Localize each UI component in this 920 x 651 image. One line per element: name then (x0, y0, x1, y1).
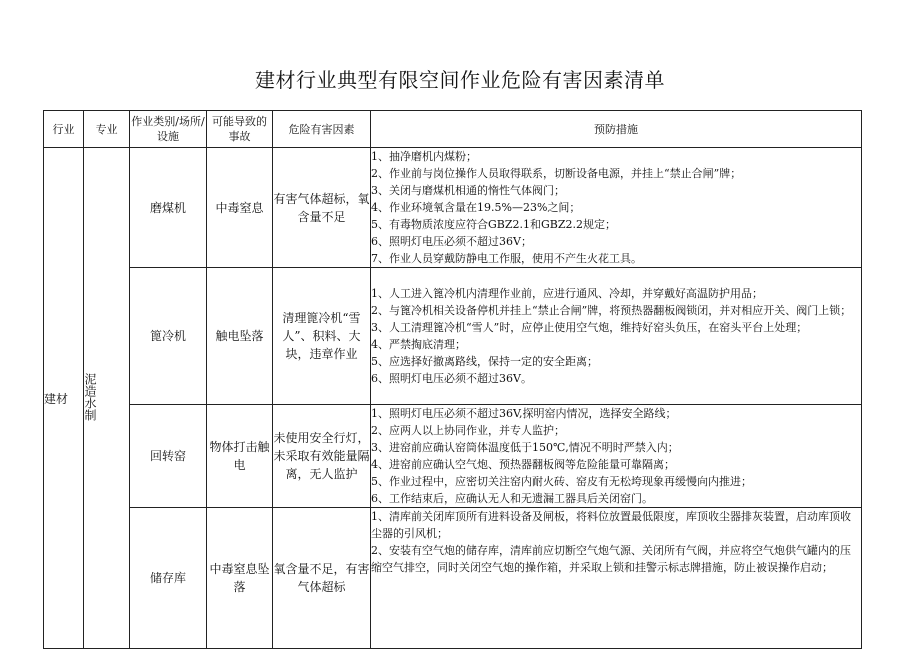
measure-item: 3、进窑前应确认窑筒体温度低于150℃,情况不明时严禁入内； (371, 441, 679, 454)
measures-cell (371, 148, 862, 268)
measure-item: 7、作业人员穿戴防静电工作服，使用不产生火花工具。 (371, 252, 642, 265)
hazard-cell: 有害气体超标，氧含量不足 (273, 148, 371, 268)
measure-item: 4、进窑前应确认空气炮、预热器翻板阀等危险能量可靠隔离； (371, 458, 675, 471)
industry-cell: 建材 (44, 148, 84, 649)
header-specialty: 专业 (84, 111, 130, 148)
header-industry: 行业 (44, 111, 84, 148)
measure-item: 4、作业环境氧含量在19.5%—23%之间； (371, 201, 581, 214)
measure-item: 1、人工进入篦冷机内清理作业前，应进行通风、冷却，并穿戴好高温防护用品； (371, 287, 763, 300)
measure-item: 1、照明灯电压必须不超过36V,探明窑内情况，选择安全路线； (371, 407, 677, 420)
measures-cell (371, 405, 862, 508)
measure-item: 2、应两人以上协同作业，并专人监护； (371, 424, 565, 437)
hazard-cell: 未使用安全行灯，未采取有效能量隔离，无人监护 (273, 405, 371, 508)
category-cell: 回转窑 (130, 405, 207, 508)
hazard-cell: 清理篦冷机“雪人”、积料、大块，违章作业 (273, 268, 371, 405)
category-cell: 磨煤机 (130, 148, 207, 268)
accident-cell: 中毒窒息 (207, 148, 273, 268)
accident-cell: 物体打击触电 (207, 405, 273, 508)
category-cell: 储存库 (130, 508, 207, 649)
table-header-row (44, 111, 862, 148)
header-hazard: 危险有害因素 (273, 111, 371, 148)
table-row (44, 268, 862, 405)
table-row (44, 405, 862, 508)
page-title: 建材行业典型有限空间作业危险有害因素清单 (255, 68, 665, 92)
specialty-text: 泥造水制 (83, 372, 97, 421)
measure-item: 1、清库前关闭库顶所有进料设备及闸板，将料位放置最低限度，库顶收尘器排灰装置，启动库顶收尘器的引风机； (371, 510, 851, 540)
header-measures: 预防措施 (371, 111, 862, 148)
hazard-cell: 氧含量不足，有害气体超标 (273, 508, 371, 649)
measure-item: 5、应选择好撤离路线，保持一定的安全距离； (371, 355, 598, 368)
accident-cell: 触电坠落 (207, 268, 273, 405)
hazard-table (43, 110, 862, 649)
table-row (44, 508, 862, 649)
measure-item: 1、抽净磨机内煤粉； (371, 150, 477, 163)
measure-item: 2、与篦冷机相关设备停机并挂上“禁止合闸”牌，将预热器翻板阀锁闭，并对相应开关、阀门上锁； (371, 304, 852, 317)
measure-item: 5、作业过程中，应密切关注窑内耐火砖、窑皮有无松垮现象再缓慢向内推进； (371, 475, 752, 488)
measure-item: 3、关闭与磨煤机相通的惰性气体阀门； (371, 184, 565, 197)
accident-cell: 中毒窒息坠落 (207, 508, 273, 649)
measures-cell (371, 508, 862, 649)
measure-item: 5、有毒物质浓度应符合GBZ2.1和GBZ2.2规定； (371, 218, 617, 231)
measure-item: 2、作业前与岗位操作人员取得联系，切断设备电源，并挂上“禁止合闸”牌； (371, 167, 742, 180)
measure-item: 6、工作结束后，应确认无人和无遗漏工器具后关闭窑门。 (371, 492, 653, 505)
category-cell: 篦冷机 (130, 268, 207, 405)
measure-item: 3、人工清理篦冷机“雪人”时，应停止使用空气炮，维持好窑头负压，在窑头平台上处理； (371, 321, 808, 334)
measure-item: 6、照明灯电压必须不超过36V。 (371, 372, 532, 385)
header-accident: 可能导致的事故 (207, 111, 273, 148)
measure-item: 6、照明灯电压必须不超过36V； (371, 235, 532, 248)
measure-item: 2、安装有空气炮的储存库，清库前应切断空气炮气源、关闭所有气阀，并应将空气炮供气罐内的压缩空气排空，同时关闭空气炮的操作箱，并采取上锁和挂警示标志牌措施，防止被误操作启动； (371, 544, 851, 574)
measures-cell (371, 268, 862, 405)
header-category: 作业类别/场所/设施 (130, 111, 207, 148)
specialty-cell (84, 148, 130, 649)
measure-item: 4、严禁掏底清理； (371, 338, 466, 351)
table-row (44, 148, 862, 268)
